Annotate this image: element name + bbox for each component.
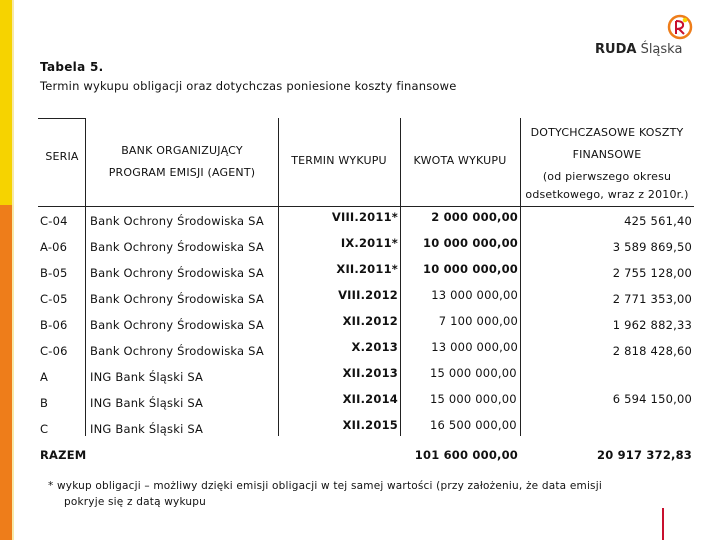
header-termin: TERMIN WYKUPU bbox=[291, 154, 387, 167]
logo-brand-light: Śląska bbox=[640, 42, 683, 57]
title-block bbox=[40, 60, 457, 93]
cell-koszty: 2 818 428,60 bbox=[612, 344, 692, 358]
cell-termin: X.2013 bbox=[351, 340, 398, 354]
cell-termin: XII.2015 bbox=[342, 418, 398, 432]
table-subtitle: Termin wykupu obligacji oraz dotychczas poniesione koszty finansowe bbox=[40, 79, 457, 93]
cell-koszty: 2 771 353,00 bbox=[612, 292, 692, 306]
cell-bank: ING Bank Śląski SA bbox=[90, 370, 204, 384]
accent-bar-orange bbox=[0, 205, 12, 540]
cell-seria: C-04 bbox=[40, 214, 68, 228]
cell-bank: ING Bank Śląski SA bbox=[90, 396, 204, 410]
cell-bank: Bank Ochrony Środowiska SA bbox=[90, 214, 264, 228]
logo-brand-bold: RUDA bbox=[595, 42, 637, 57]
cell-kwota: 13 000 000,00 bbox=[431, 288, 518, 302]
ruda-slaska-logo bbox=[595, 14, 705, 57]
cell-seria: C bbox=[40, 422, 49, 436]
cell-termin: XII.2013 bbox=[342, 366, 398, 380]
header-koszty-line4: odsetkowego, wraz z 2010r.) bbox=[525, 188, 689, 201]
cell-seria: A-06 bbox=[40, 240, 68, 254]
header-seria: SERIA bbox=[45, 150, 79, 163]
cell-koszty: 425 561,40 bbox=[624, 214, 692, 228]
cell-kwota: 7 100 000,00 bbox=[438, 314, 518, 328]
header-bank-line1: BANK ORGANIZUJĄCY bbox=[121, 144, 243, 157]
header-bank-line2: PROGRAM EMISJI (AGENT) bbox=[108, 166, 256, 179]
footnote-line1: * wykup obligacji – możliwy dzięki emisji obligacji w tej samej wartości (przy założeniu, że data emisji bbox=[48, 480, 602, 492]
footnote-line2: pokryje się z datą wykupu bbox=[64, 496, 206, 508]
cell-seria: C-06 bbox=[40, 344, 68, 358]
cell-kwota: 15 000 000,00 bbox=[430, 392, 517, 406]
header-bottom-border bbox=[38, 206, 694, 207]
cell-seria: B bbox=[40, 396, 49, 410]
logo-wordmark bbox=[595, 42, 682, 57]
cell-bank: Bank Ochrony Środowiska SA bbox=[90, 266, 264, 280]
table-title: Tabela 5. bbox=[40, 60, 104, 74]
header-koszty-line2: FINANSOWE bbox=[572, 148, 642, 161]
accent-bar-yellow bbox=[0, 0, 12, 205]
cell-seria: C-05 bbox=[40, 292, 68, 306]
cell-seria: B-05 bbox=[40, 266, 68, 280]
cell-termin: XII.2011* bbox=[336, 262, 398, 276]
cell-seria: B-06 bbox=[40, 318, 68, 332]
cell-koszty: 2 755 128,00 bbox=[612, 266, 692, 280]
cell-bank: ING Bank Śląski SA bbox=[90, 422, 204, 436]
total-label: RAZEM bbox=[40, 448, 87, 462]
ruda-slaska-emblem-icon bbox=[667, 14, 693, 40]
footnote bbox=[48, 478, 602, 510]
cell-kwota: 10 000 000,00 bbox=[423, 262, 518, 276]
cell-kwota: 15 000 000,00 bbox=[430, 366, 517, 380]
total-kwota: 101 600 000,00 bbox=[414, 448, 518, 462]
cell-kwota: 13 000 000,00 bbox=[431, 340, 518, 354]
cell-koszty: 3 589 869,50 bbox=[612, 240, 692, 254]
cell-koszty-merged: 6 594 150,00 bbox=[612, 392, 692, 406]
cell-termin: XII.2014 bbox=[342, 392, 398, 406]
cell-kwota: 2 000 000,00 bbox=[431, 210, 518, 224]
cell-kwota: 16 500 000,00 bbox=[430, 418, 517, 432]
accent-bar-inner-line bbox=[12, 0, 14, 540]
cell-bank: Bank Ochrony Środowiska SA bbox=[90, 292, 264, 306]
header-koszty-line1: DOTYCHCZASOWE KOSZTY bbox=[530, 126, 684, 139]
cell-termin: IX.2011* bbox=[340, 236, 398, 250]
total-koszty: 20 917 372,83 bbox=[597, 448, 692, 462]
cell-bank: Bank Ochrony Środowiska SA bbox=[90, 318, 264, 332]
cell-termin: VIII.2012 bbox=[338, 288, 398, 302]
cell-kwota: 10 000 000,00 bbox=[423, 236, 518, 250]
cell-termin: VIII.2011* bbox=[331, 210, 398, 224]
cell-koszty: 1 962 882,33 bbox=[612, 318, 692, 332]
left-accent-bar bbox=[0, 0, 12, 540]
header-top-border bbox=[38, 118, 86, 119]
cell-bank: Bank Ochrony Środowiska SA bbox=[90, 240, 264, 254]
bond-redemption-table bbox=[38, 118, 694, 464]
header-kwota: KWOTA WYKUPU bbox=[413, 154, 507, 167]
cell-termin: XII.2012 bbox=[342, 314, 398, 328]
cell-seria: A bbox=[40, 370, 49, 384]
decorative-red-line bbox=[662, 508, 664, 540]
header-koszty-line3: (od pierwszego okresu bbox=[542, 170, 672, 183]
cell-bank: Bank Ochrony Środowiska SA bbox=[90, 344, 264, 358]
